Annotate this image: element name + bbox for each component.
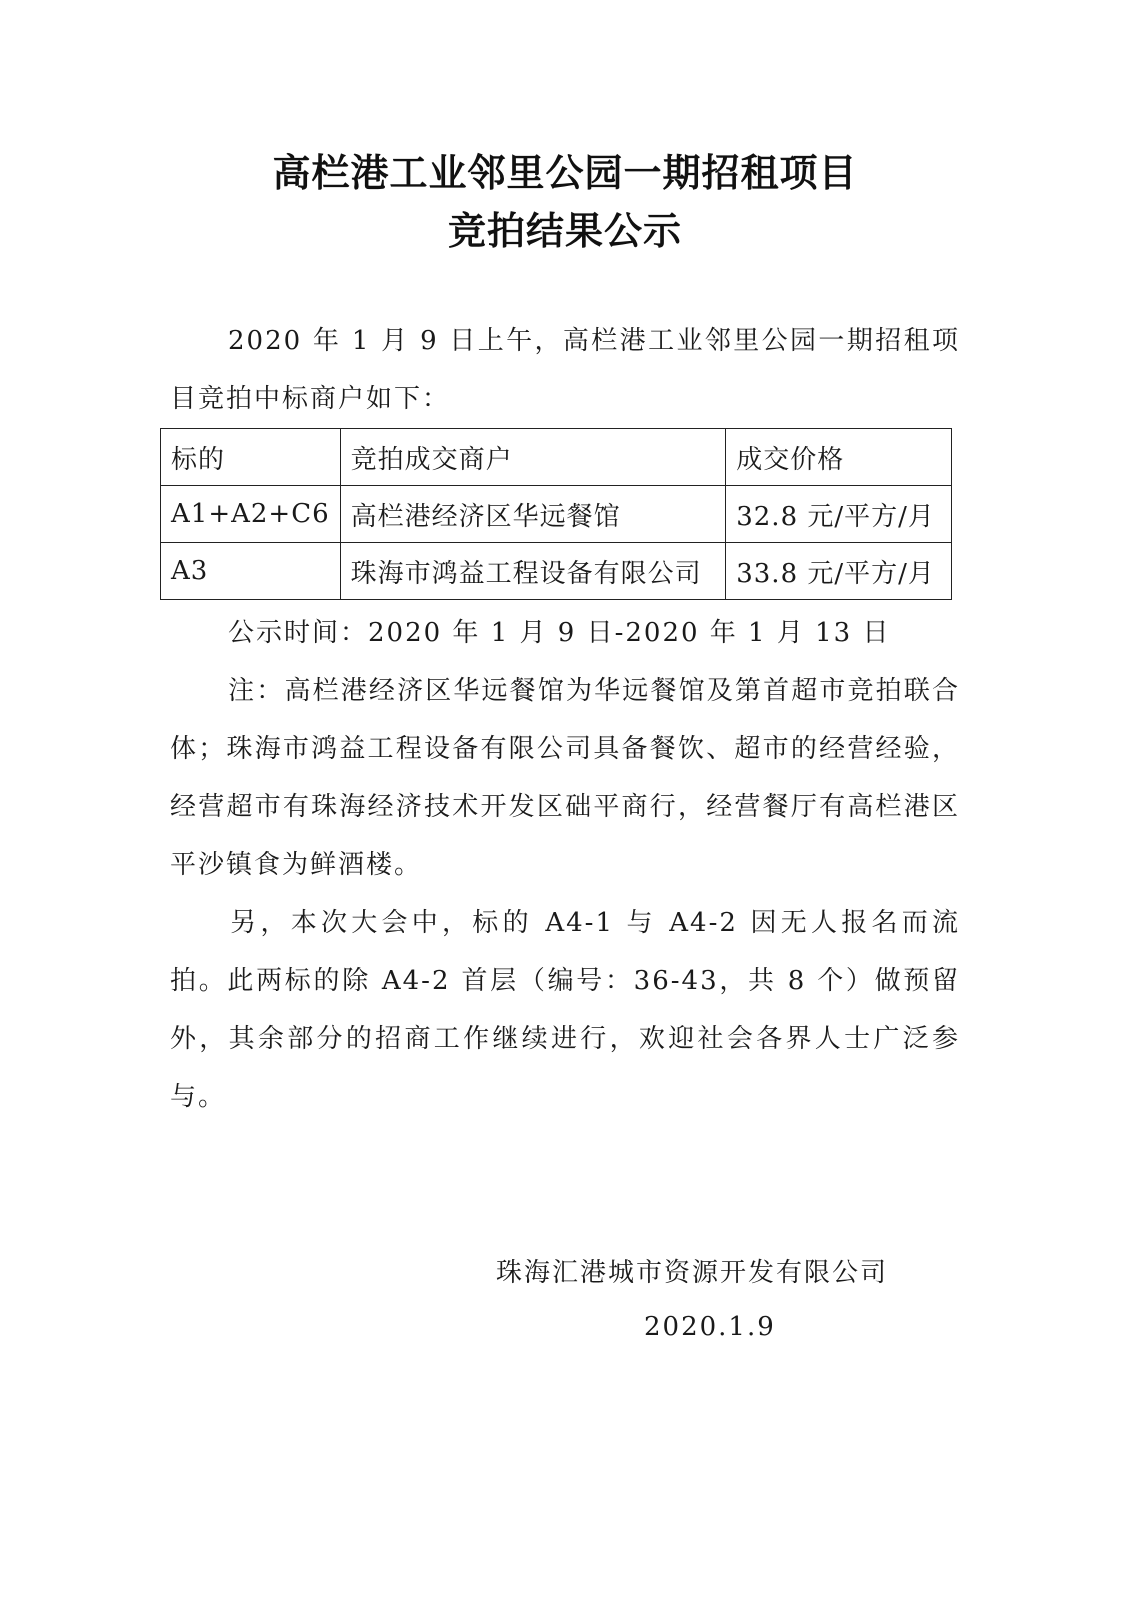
intro-text: 2020 年 1 月 9 日上午，高栏港工业邻里公园一期招租项目竞拍中标商户如下： [170, 326, 960, 414]
cell-lot: A3 [161, 543, 341, 600]
header-lot: 标的 [161, 429, 341, 486]
table-row [161, 486, 952, 543]
additional-text: 另，本次大会中，标的 A4-1 与 A4-2 因无人报名而流拍。此两标的除 A4-2 首层（编号：36-43，共 8 个）做预留外，其余部分的招商工作继续进行，欢迎社会各界人士广泛参与。 [170, 908, 960, 1112]
auction-result-table [160, 428, 952, 600]
announcement-period-text: 公示时间：2020 年 1 月 9 日-2020 年 1 月 13 日 [228, 618, 891, 648]
document-title-line1: 高栏港工业邻里公园一期招租项目 [272, 151, 858, 195]
note-text: 注：高栏港经济区华远餐馆为华远餐馆及第首超市竞拍联合体；珠海市鸿益工程设备有限公司具备餐饮、超市的经营经验，经营超市有珠海经济技术开发区础平商行，经营餐厅有高栏港区平沙镇食为鲜酒楼。 [170, 676, 960, 880]
cell-lot: A1+A2+C6 [161, 486, 341, 543]
intro-paragraph [170, 312, 960, 428]
additional-paragraph [170, 894, 960, 1126]
cell-winning-bidder: 高栏港经济区华远餐馆 [340, 486, 726, 543]
table-header-row [161, 429, 952, 486]
header-price: 成交价格 [726, 429, 952, 486]
cell-price: 32.8 元/平方/月 [726, 486, 952, 543]
signature-company: 珠海汇港城市资源开发有限公司 [496, 1258, 889, 1288]
cell-winning-bidder: 珠海市鸿益工程设备有限公司 [340, 543, 726, 600]
cell-price: 33.8 元/平方/月 [726, 543, 952, 600]
note-paragraph [170, 662, 960, 894]
announcement-period-paragraph [170, 604, 960, 662]
table-row [161, 543, 952, 600]
document-title-line2: 竞拍结果公示 [447, 209, 682, 253]
signature-date: 2020.1.9 [644, 1312, 776, 1342]
header-winning-bidder: 竞拍成交商户 [340, 429, 726, 486]
